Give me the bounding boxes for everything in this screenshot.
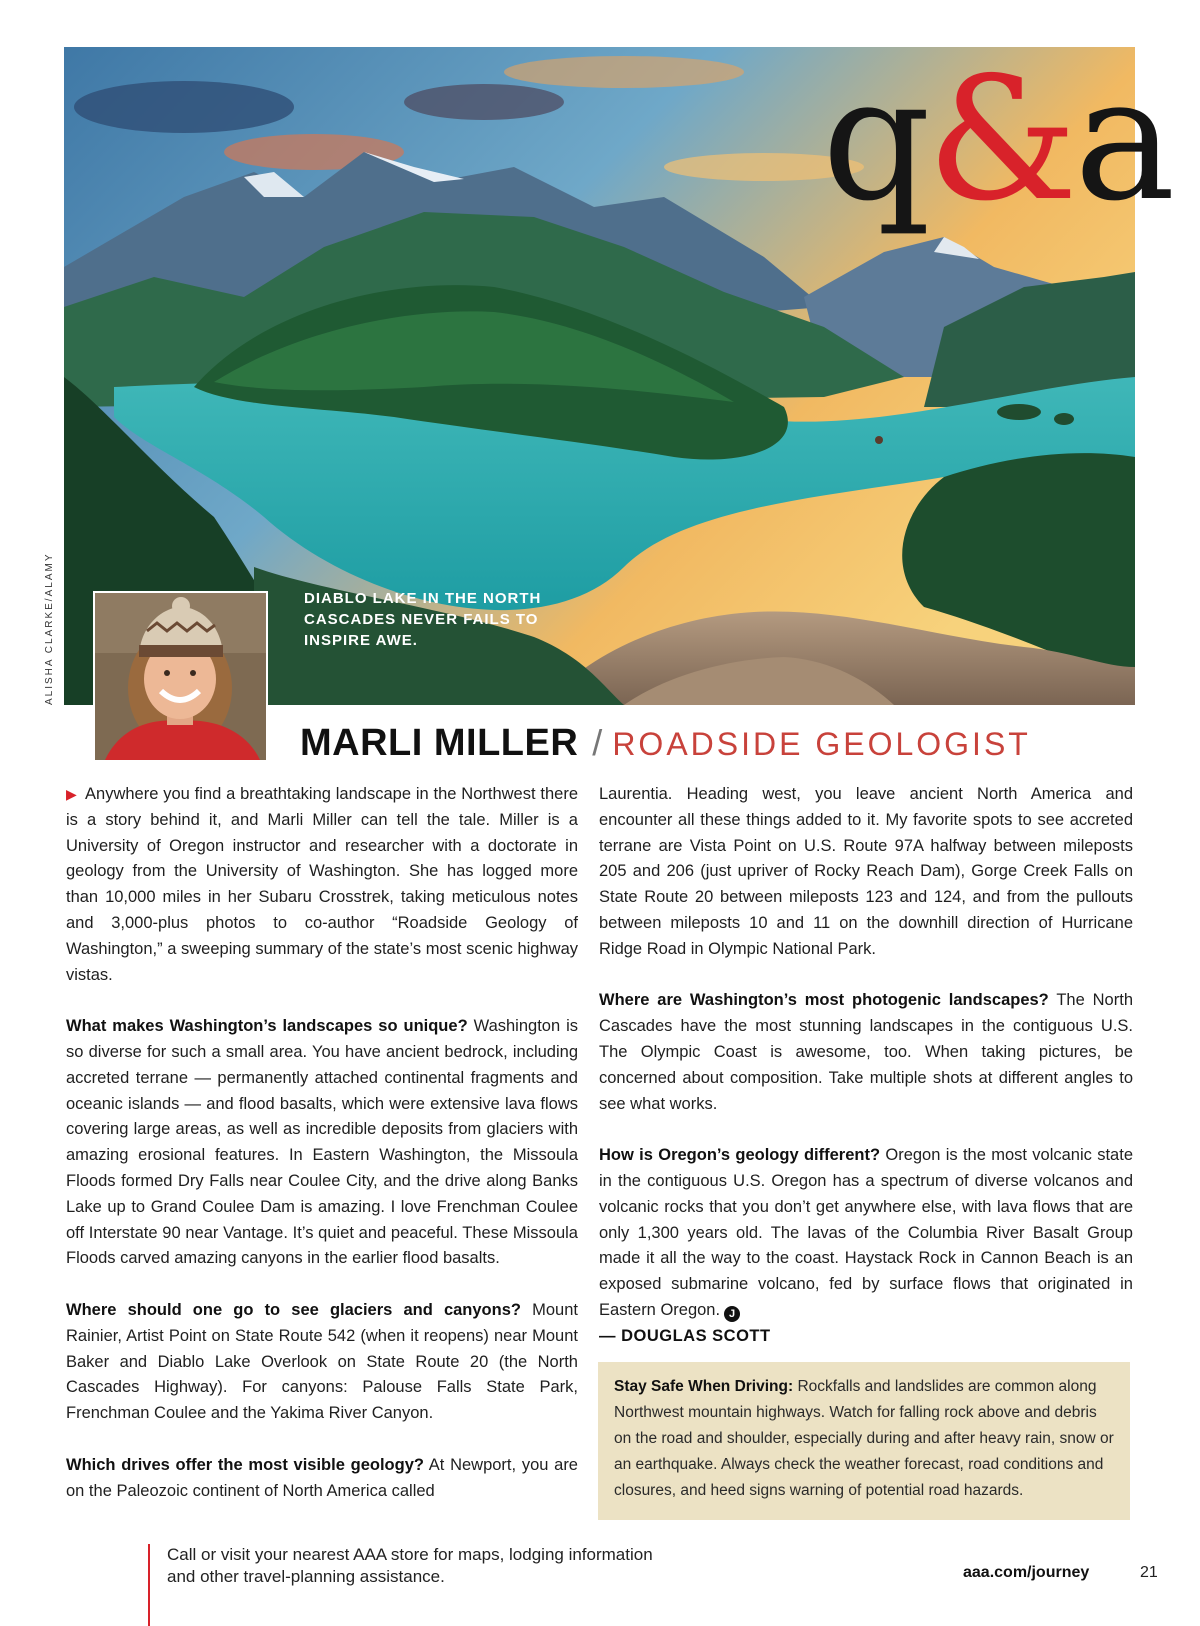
- interviewee-title: ROADSIDE GEOLOGIST: [612, 726, 1031, 762]
- question: How is Oregon’s geology different?: [599, 1146, 881, 1165]
- answer: Oregon is the most volcanic state in the contiguous U.S. Oregon has a spectrum of diverse volcanos and volcanic rocks that you don’t get anywhere else, with lava flows that are only 1,300 years old. The lavas of the Columbia River Basalt Group made it all the way to the coast. Haystack Rock in Cannon Beach is an exposed submarine volcano, fed by surface flows that originated in Eastern Oregon.: [599, 1146, 1133, 1319]
- question: What makes Washington’s landscapes so unique?: [66, 1017, 468, 1036]
- qa-paragraph: [66, 1014, 578, 1272]
- journey-end-mark-icon: J: [724, 1306, 740, 1322]
- byline: — DOUGLAS SCOTT: [599, 1326, 771, 1345]
- answer: Mount Rainier, Artist Point on State Route 542 (when it reopens) near Mount Baker and Diablo Lake Overlook on State Route 20 (the North Cascades Highway). For canyons: Palouse Falls State Park, Frenchman Coulee and the Yakima River Canyon.: [66, 1300, 578, 1423]
- answer: The North Cascades have the most stunning landscapes in the contiguous U.S. The Olympic Coast is awesome, too. When taking pictures, be concerned about composition. Take multiple shots at different angles to see what works.: [599, 991, 1133, 1113]
- answer: At Newport, you are on the Paleozoic continent of North America called: [66, 1455, 578, 1500]
- footer-divider: [148, 1544, 150, 1626]
- safety-tip-box: [598, 1362, 1130, 1520]
- triangle-bullet-icon: ▶: [66, 786, 78, 802]
- intro-paragraph: ▶ Anywhere you find a breathtaking landscape in the Northwest there is a story behind it, and Marli Miller can tell the tale. Miller is a University of Oregon instructor and researcher with a doctorate in geology from the University of Washington. She has logged more than 10,000 miles in her Subaru Crosstrek, taking meticulous notes and 3,000-plus photos to co-author “Roadside Geology of Washington,” a sweeping summary of the state’s most scenic highway vistas.: [66, 785, 578, 984]
- answer: Washington is so diverse for such a small area. You have ancient bedrock, including accreted terrane — permanently attached continental fragments and oceanic islands — and flood basalts, which were extensive lava flows covering large areas, as well as incredible deposits from glaciers with amazing erosional features. In Eastern Washington, the Missoula Floods formed Dry Falls near Coulee City, and the drive along Banks Lake up to Grand Coulee Dam is amazing. I love Frenchman Coulee off Interstate 90 near Vantage. It’s quiet and peaceful. These Missoula Floods carved amazing canyons in the earlier flood basalts.: [66, 1017, 578, 1268]
- qa-paragraph: [599, 988, 1133, 1117]
- interviewee-name: MARLI MILLER: [300, 722, 579, 764]
- question: Where are Washington’s most photogenic landscapes?: [599, 991, 1049, 1010]
- qa-paragraph: [599, 1143, 1133, 1324]
- marli-miller-portrait: [93, 591, 268, 762]
- safety-tip-heading: Stay Safe When Driving:: [614, 1378, 794, 1395]
- headline-divider: /: [592, 722, 603, 763]
- answer: Laurentia. Heading west, you leave ancient North America and encounter all these things added to it. My favorite spots to see accreted terrane are Vista Point on U.S. Route 97A halfway between mileposts 205 and 206 (just upriver of Rocky Reach Dam), Gorge Creek Falls on State Route 20 between mileposts 123 and 124, and from the pullouts between mileposts 10 and 11 on the downhill direction of Hurricane Ridge Road in Olympic National Park.: [599, 785, 1133, 958]
- footer-note: Call or visit your nearest AAA store for maps, lodging information and other travel-planning assistance.: [167, 1545, 653, 1586]
- qa-section-logo: q&a: [822, 41, 1172, 239]
- safety-tip-body: Rockfalls and landslides are common along Northwest mountain highways. Watch for falling rock above and debris on the road and shoulder, especially during and after heavy rain, snow or an earthquake. Always check the weather forecast, road conditions and closures, and heed signs warning of potential road hazards.: [614, 1378, 1114, 1499]
- photo-caption: DIABLO LAKE IN THE NORTH CASCADES NEVER FAILS TO INSPIRE AWE.: [304, 590, 542, 649]
- portrait-illustration: [95, 593, 266, 760]
- qa-paragraph: [66, 1298, 578, 1427]
- photo-credit: ALISHA CLARKE/ALAMY: [44, 552, 55, 705]
- qa-paragraph: [66, 1453, 578, 1505]
- footer-url-link[interactable]: aaa.com/journey: [963, 1564, 1090, 1581]
- question: Which drives offer the most visible geology?: [66, 1455, 424, 1474]
- article-column-right: [599, 782, 1133, 1350]
- page-number: 21: [1140, 1564, 1158, 1581]
- article-column-left: [66, 782, 578, 1504]
- article-headline: [300, 722, 1031, 765]
- qa-paragraph-continued: [599, 782, 1133, 963]
- question: Where should one go to see glaciers and canyons?: [66, 1300, 521, 1319]
